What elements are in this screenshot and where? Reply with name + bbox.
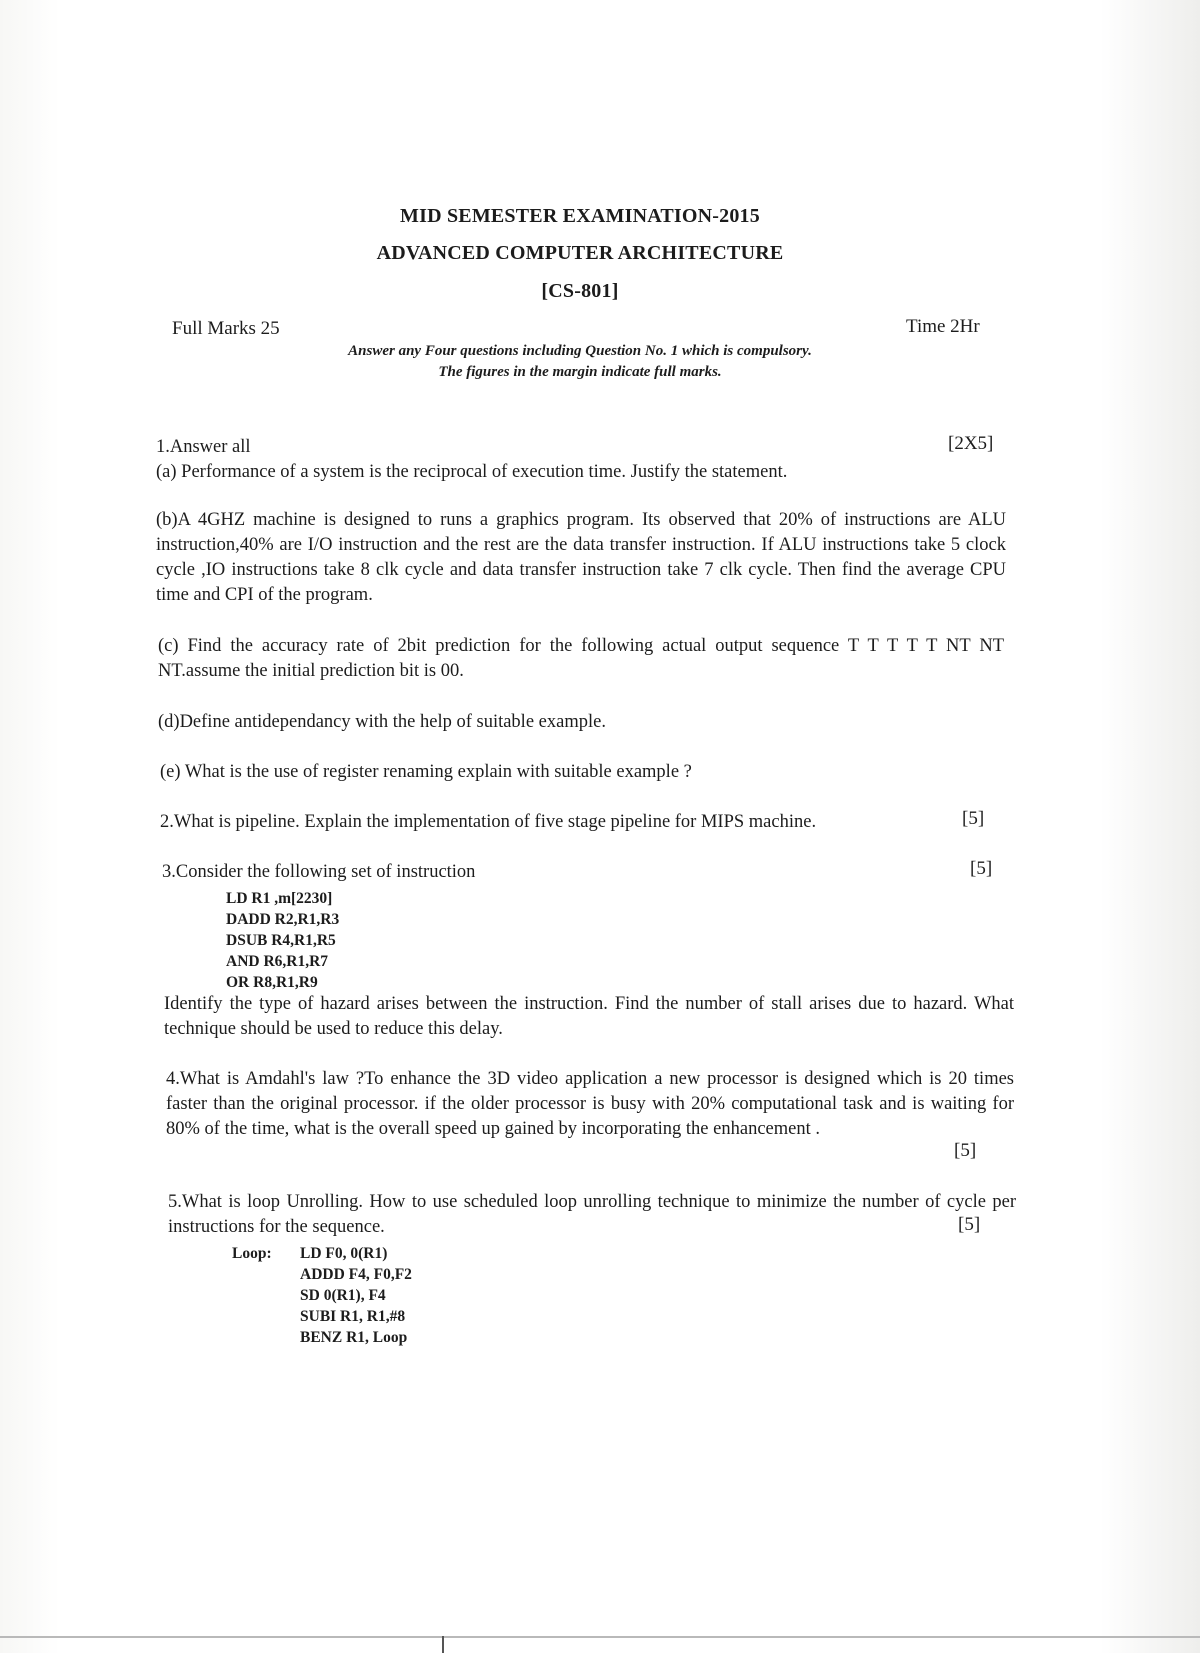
full-marks: Full Marks 25	[172, 318, 280, 339]
code-line: OR R8,R1,R9	[226, 974, 318, 991]
q5-text: 5.What is loop Unrolling. How to use scheduled loop unrolling technique to minimize the number of cycle per instructions for the sequence.	[168, 1192, 1016, 1237]
code-line: DSUB R4,R1,R5	[226, 932, 336, 949]
q1-part-d: (d)Define antidependancy with the help of suitable example.	[158, 712, 606, 732]
q5-loop-label: Loop:	[232, 1245, 272, 1262]
code-line: AND R6,R1,R7	[226, 953, 329, 970]
q3-code-block	[226, 888, 339, 993]
scan-edge-mark	[442, 1636, 444, 1653]
subject-title: ADVANCED COMPUTER ARCHITECTURE	[376, 242, 784, 264]
q4-text: 4.What is Amdahl's law ?To enhance the 3D video application a new processor is designed which is 20 times faster than the original processor. if the older processor is busy with 20% computational task and is waiting for 80% of the time, what is the overall speed up gained by incorporating the enhancement .	[166, 1069, 1014, 1139]
q5-code-block	[300, 1243, 412, 1348]
q3-marks: [5]	[970, 858, 993, 879]
q1-part-a: (a) Performance of a system is the reciprocal of execution time. Justify the statement.	[156, 462, 788, 482]
q1-marks: [2X5]	[948, 433, 994, 454]
time-allowed: Time 2Hr	[906, 316, 980, 337]
q3-heading: 3.Consider the following set of instruction	[162, 862, 476, 882]
q1-heading: 1.Answer all	[156, 437, 251, 457]
q2-marks: [5]	[962, 808, 985, 829]
q5-marks: [5]	[958, 1214, 981, 1235]
code-line: SUBI R1, R1,#8	[300, 1308, 406, 1325]
q1-part-e: (e) What is the use of register renaming explain with suitable example ?	[160, 762, 692, 782]
q4-marks: [5]	[954, 1140, 977, 1161]
scan-bottom-edge	[0, 1636, 1200, 1638]
code-line: BENZ R1, Loop	[300, 1329, 408, 1346]
instruction-line-2: The figures in the margin indicate full marks.	[438, 364, 722, 380]
q2-text: 2.What is pipeline. Explain the implementation of five stage pipeline for MIPS machine.	[160, 812, 817, 832]
code-line: ADDD F4, F0,F2	[300, 1266, 412, 1283]
q1-part-c: (c) Find the accuracy rate of 2bit prediction for the following actual output sequence T T T T T NT NT NT.assume the initial prediction bit is 00.	[158, 636, 1004, 681]
code-line: LD R1 ,m[2230]	[226, 890, 333, 907]
code-line: SD 0(R1), F4	[300, 1287, 386, 1304]
exam-title: MID SEMESTER EXAMINATION-2015	[400, 205, 760, 227]
course-code: [CS-801]	[541, 280, 619, 302]
q1-part-b: (b)A 4GHZ machine is designed to runs a graphics program. Its observed that 20% of instructions are ALU instruction,40% are I/O instruction and the rest are the data transfer instruction. If ALU instructions take 5 clock cycle ,IO instructions take 8 clk cycle and data transfer instruction take 7 clk cycle. Then find the average CPU time and CPI of the program.	[156, 510, 1006, 605]
instruction-line-1: Answer any Four questions including Question No. 1 which is compulsory.	[348, 343, 812, 359]
code-line: DADD R2,R1,R3	[226, 911, 340, 928]
code-line: LD F0, 0(R1)	[300, 1245, 388, 1262]
q3-text: Identify the type of hazard arises between the instruction. Find the number of stall arises due to hazard. What technique should be used to reduce this delay.	[164, 994, 1014, 1039]
